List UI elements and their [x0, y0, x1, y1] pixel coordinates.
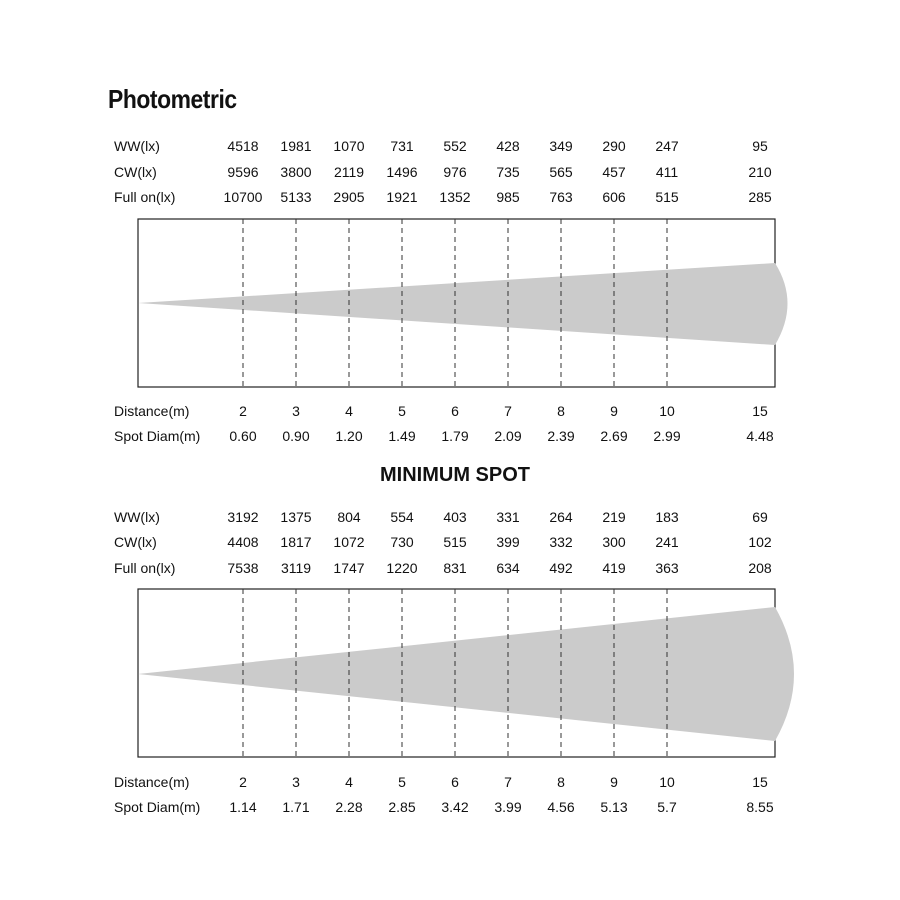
table-cell: 5.7 — [657, 799, 677, 815]
table-cell: 1220 — [386, 560, 418, 576]
table-cell: 9 — [610, 774, 618, 790]
table-cell: 15 — [752, 774, 768, 790]
table-cell: 363 — [655, 560, 679, 576]
beam-diagram-svg — [0, 214, 900, 394]
row-label: Full on(lx) — [114, 560, 176, 576]
table-cell: 763 — [549, 189, 573, 205]
table-cell: 2.99 — [653, 428, 681, 444]
table-cell: 5 — [398, 774, 406, 790]
table-cell: 1070 — [333, 138, 365, 154]
table-cell: 0.60 — [229, 428, 257, 444]
row-label: Distance(m) — [114, 403, 190, 419]
table-cell: 183 — [655, 509, 679, 525]
row-label: WW(lx) — [114, 509, 160, 525]
table-cell: 2.39 — [547, 428, 575, 444]
table-cell: 1.14 — [229, 799, 257, 815]
table-cell: 331 — [496, 509, 520, 525]
table-cell: 3119 — [280, 560, 312, 576]
row-label: Spot Diam(m) — [114, 428, 201, 444]
table-cell: 831 — [443, 560, 467, 576]
lux-row-ww — [0, 509, 900, 529]
table-cell: 1352 — [439, 189, 471, 205]
table-cell: 399 — [496, 534, 520, 550]
row-label: CW(lx) — [114, 164, 157, 180]
table-cell: 492 — [549, 560, 573, 576]
table-cell: 411 — [655, 164, 679, 180]
row-label: Distance(m) — [114, 774, 190, 790]
table-cell: 10700 — [223, 189, 263, 205]
table-cell: 2 — [239, 774, 247, 790]
table-cell: 3.42 — [441, 799, 469, 815]
page-title: Photometric — [108, 84, 237, 114]
beam-diagram — [0, 214, 900, 394]
table-cell: 3 — [292, 774, 300, 790]
table-cell: 2.28 — [335, 799, 363, 815]
row-label: WW(lx) — [114, 138, 160, 154]
lux-row-full-on — [0, 189, 900, 209]
table-cell: 285 — [748, 189, 772, 205]
table-cell: 95 — [752, 138, 768, 154]
table-cell: 0.90 — [282, 428, 310, 444]
table-cell: 2 — [239, 403, 247, 419]
table-cell: 7538 — [227, 560, 259, 576]
lux-row-cw — [0, 164, 900, 184]
table-cell: 5133 — [280, 189, 312, 205]
table-cell: 1.49 — [388, 428, 416, 444]
table-cell: 2119 — [333, 164, 365, 180]
table-cell: 4.48 — [746, 428, 774, 444]
table-cell: 735 — [496, 164, 520, 180]
table-cell: 4 — [345, 403, 353, 419]
lux-row-full-on — [0, 560, 900, 580]
table-cell: 264 — [549, 509, 573, 525]
table-cell: 1.79 — [441, 428, 469, 444]
table-cell: 290 — [602, 138, 626, 154]
table-cell: 403 — [443, 509, 467, 525]
table-cell: 9 — [610, 403, 618, 419]
table-cell: 1.20 — [335, 428, 363, 444]
row-label: Full on(lx) — [114, 189, 176, 205]
table-cell: 8 — [557, 403, 565, 419]
table-cell: 332 — [549, 534, 573, 550]
table-cell: 6 — [451, 774, 459, 790]
table-cell: 3 — [292, 403, 300, 419]
minimum-spot-title: MINIMUM SPOT — [380, 464, 530, 486]
table-cell: 2.85 — [388, 799, 416, 815]
table-cell: 2.69 — [600, 428, 628, 444]
table-cell: 2.09 — [494, 428, 522, 444]
table-cell: 515 — [443, 534, 467, 550]
table-cell: 985 — [496, 189, 520, 205]
table-cell: 804 — [337, 509, 361, 525]
table-cell: 349 — [549, 138, 573, 154]
table-cell: 634 — [496, 560, 520, 576]
table-cell: 1.71 — [282, 799, 310, 815]
table-cell: 1375 — [280, 509, 312, 525]
table-cell: 731 — [390, 138, 414, 154]
table-cell: 5 — [398, 403, 406, 419]
table-cell: 3.99 — [494, 799, 522, 815]
table-cell: 10 — [659, 774, 675, 790]
lux-row-cw — [0, 534, 900, 554]
table-cell: 300 — [602, 534, 626, 550]
table-cell: 1496 — [386, 164, 418, 180]
table-cell: 1817 — [280, 534, 312, 550]
lux-row-ww — [0, 138, 900, 158]
table-cell: 419 — [602, 560, 626, 576]
table-cell: 515 — [655, 189, 679, 205]
table-cell: 457 — [602, 164, 626, 180]
table-cell: 2905 — [333, 189, 365, 205]
table-cell: 9596 — [227, 164, 259, 180]
table-cell: 4.56 — [547, 799, 575, 815]
row-label: Spot Diam(m) — [114, 799, 201, 815]
spot-diameter-row — [0, 799, 900, 819]
table-cell: 247 — [655, 138, 679, 154]
table-cell: 5.13 — [600, 799, 628, 815]
table-cell: 4 — [345, 774, 353, 790]
table-cell: 1747 — [333, 560, 365, 576]
beam-diagram-svg — [0, 584, 900, 764]
distance-row — [0, 774, 900, 794]
table-cell: 730 — [390, 534, 414, 550]
table-cell: 7 — [504, 774, 512, 790]
table-cell: 102 — [748, 534, 772, 550]
table-cell: 4518 — [227, 138, 259, 154]
table-cell: 3192 — [227, 509, 259, 525]
table-cell: 1072 — [333, 534, 365, 550]
table-cell: 7 — [504, 403, 512, 419]
distance-row — [0, 403, 900, 423]
table-cell: 606 — [602, 189, 626, 205]
table-cell: 1921 — [386, 189, 418, 205]
table-cell: 3800 — [280, 164, 312, 180]
table-cell: 552 — [443, 138, 467, 154]
table-cell: 8.55 — [746, 799, 774, 815]
table-cell: 219 — [602, 509, 626, 525]
table-cell: 8 — [557, 774, 565, 790]
table-cell: 4408 — [227, 534, 259, 550]
spot-diameter-row — [0, 428, 900, 448]
beam-diagram — [0, 584, 900, 764]
table-cell: 10 — [659, 403, 675, 419]
table-cell: 976 — [443, 164, 467, 180]
table-cell: 241 — [655, 534, 679, 550]
table-cell: 208 — [748, 560, 772, 576]
table-cell: 428 — [496, 138, 520, 154]
table-cell: 554 — [390, 509, 414, 525]
table-cell: 69 — [752, 509, 768, 525]
row-label: CW(lx) — [114, 534, 157, 550]
table-cell: 15 — [752, 403, 768, 419]
table-cell: 210 — [748, 164, 772, 180]
table-cell: 6 — [451, 403, 459, 419]
table-cell: 1981 — [280, 138, 312, 154]
table-cell: 565 — [549, 164, 573, 180]
